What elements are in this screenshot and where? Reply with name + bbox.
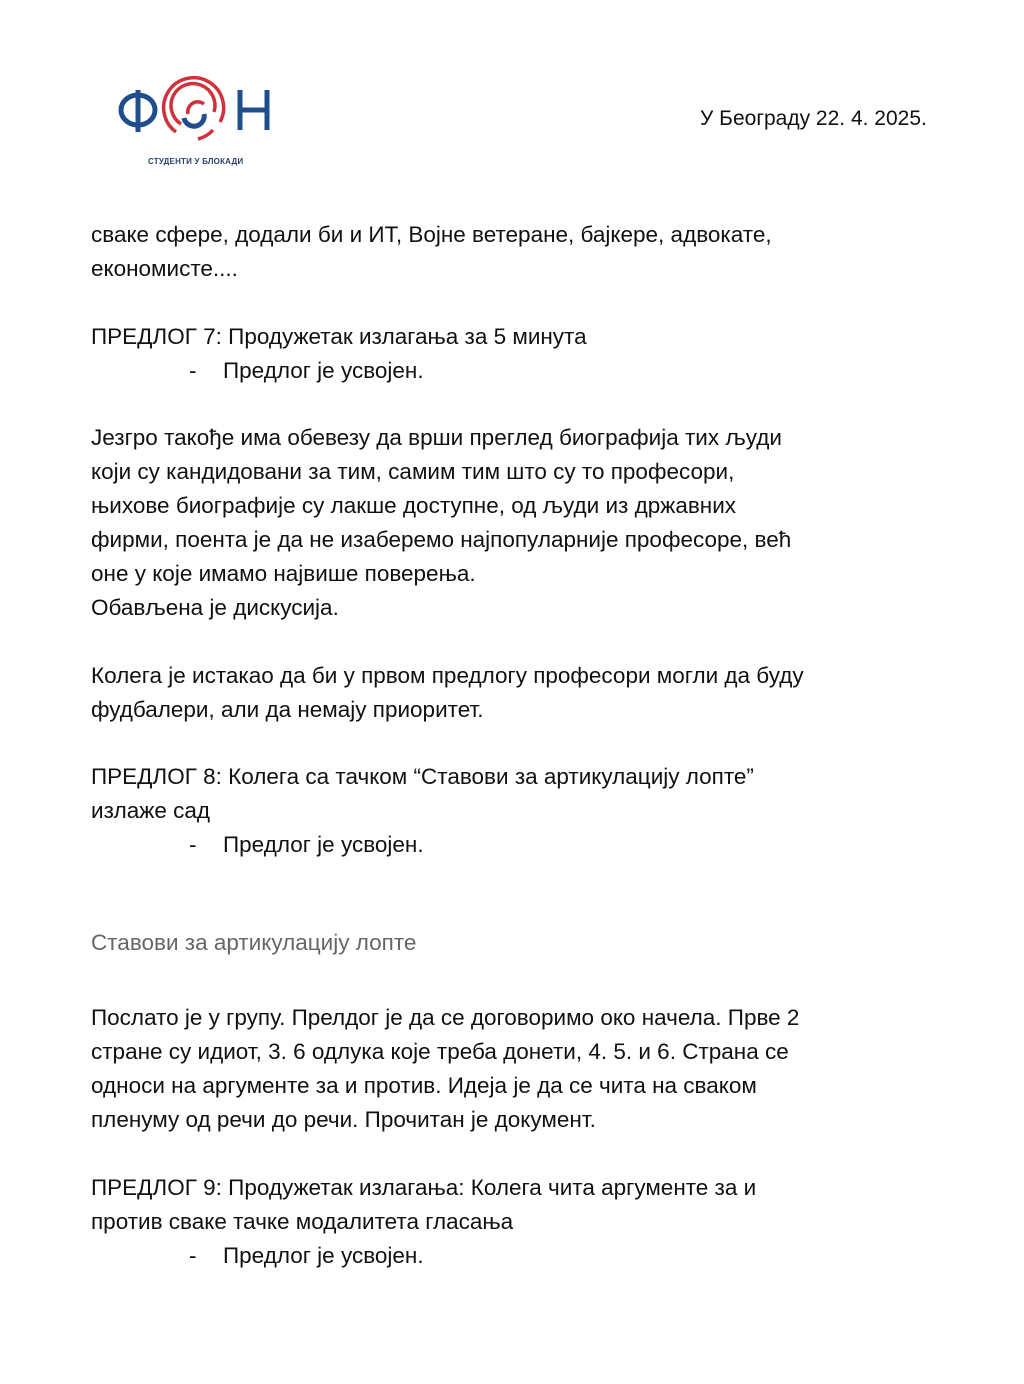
section-heading: Ставови за артикулацију лопте [91,930,417,955]
text-line: Послато је у групу. Прелдог је да се договоримо око начела. Прве 2 [91,1005,800,1030]
result-text: Предлог је усвојен. [223,1243,424,1268]
text-line: сваке сфере, додали би и ИТ, Војне ветеране, бајкере, адвокате, [91,222,772,247]
text-line: оне у које имамо највише поверења. [91,561,476,586]
proposal-result [91,828,941,862]
proposal-title: ПРЕДЛОГ 8: Колега са тачком “Ставови за артикулацију лопте” [91,764,754,789]
text-line: Колега је истакао да би у првом предлогу професори могли да буду [91,663,804,688]
dash-bullet: - [189,832,197,857]
text-line: Обављена је дискусија. [91,595,339,620]
proposal-title: против сваке тачке модалитета гласања [91,1209,514,1234]
result-text: Предлог је усвојен. [223,832,424,857]
paragraph-4 [91,1001,941,1137]
proposal-7 [91,320,941,388]
text-line: економисте.... [91,256,238,281]
proposal-title: ПРЕДЛОГ 9: Продужетак излагања: Колега чита аргументе за и [91,1175,757,1200]
text-line: односи на аргументе за и против. Идеја је да се чита на сваком [91,1073,757,1098]
text-line: стране су идиот, 3. 6 одлука које треба донети, 4. 5. и 6. Страна се [91,1039,789,1064]
paragraph-1 [91,218,941,286]
proposal-9 [91,1171,941,1273]
paragraph-3 [91,659,941,727]
logo-subtitle: СТУДЕНТИ У БЛОКАДИ [148,157,244,166]
dash-bullet: - [189,1243,197,1268]
text-line: Језгро такође има обевезу да врши преглед биографија тих људи [91,425,782,450]
proposal-8 [91,760,941,862]
proposal-result [91,354,941,388]
result-text: Предлог је усвојен. [223,358,424,383]
text-line: пленуму од речи до речи. Прочитан је документ. [91,1107,596,1132]
proposal-title: излаже сад [91,798,210,823]
document-date: У Београду 22. 4. 2025. [700,107,927,130]
proposal-title: ПРЕДЛОГ 7: Продужетак излагања за 5 минута [91,324,587,349]
text-line: фирми, поента је да не изаберемо најпопуларније професоре, већ [91,527,792,552]
paragraph-2 [91,421,941,625]
text-line: фудбалери, али да немају приоритет. [91,697,484,722]
proposal-result [91,1239,941,1273]
text-line: који су кандидовани за тим, самим тим што су то професори, [91,459,735,484]
text-line: њихове биографије су лакше доступне, од људи из државних [91,493,737,518]
dash-bullet: - [189,358,197,383]
